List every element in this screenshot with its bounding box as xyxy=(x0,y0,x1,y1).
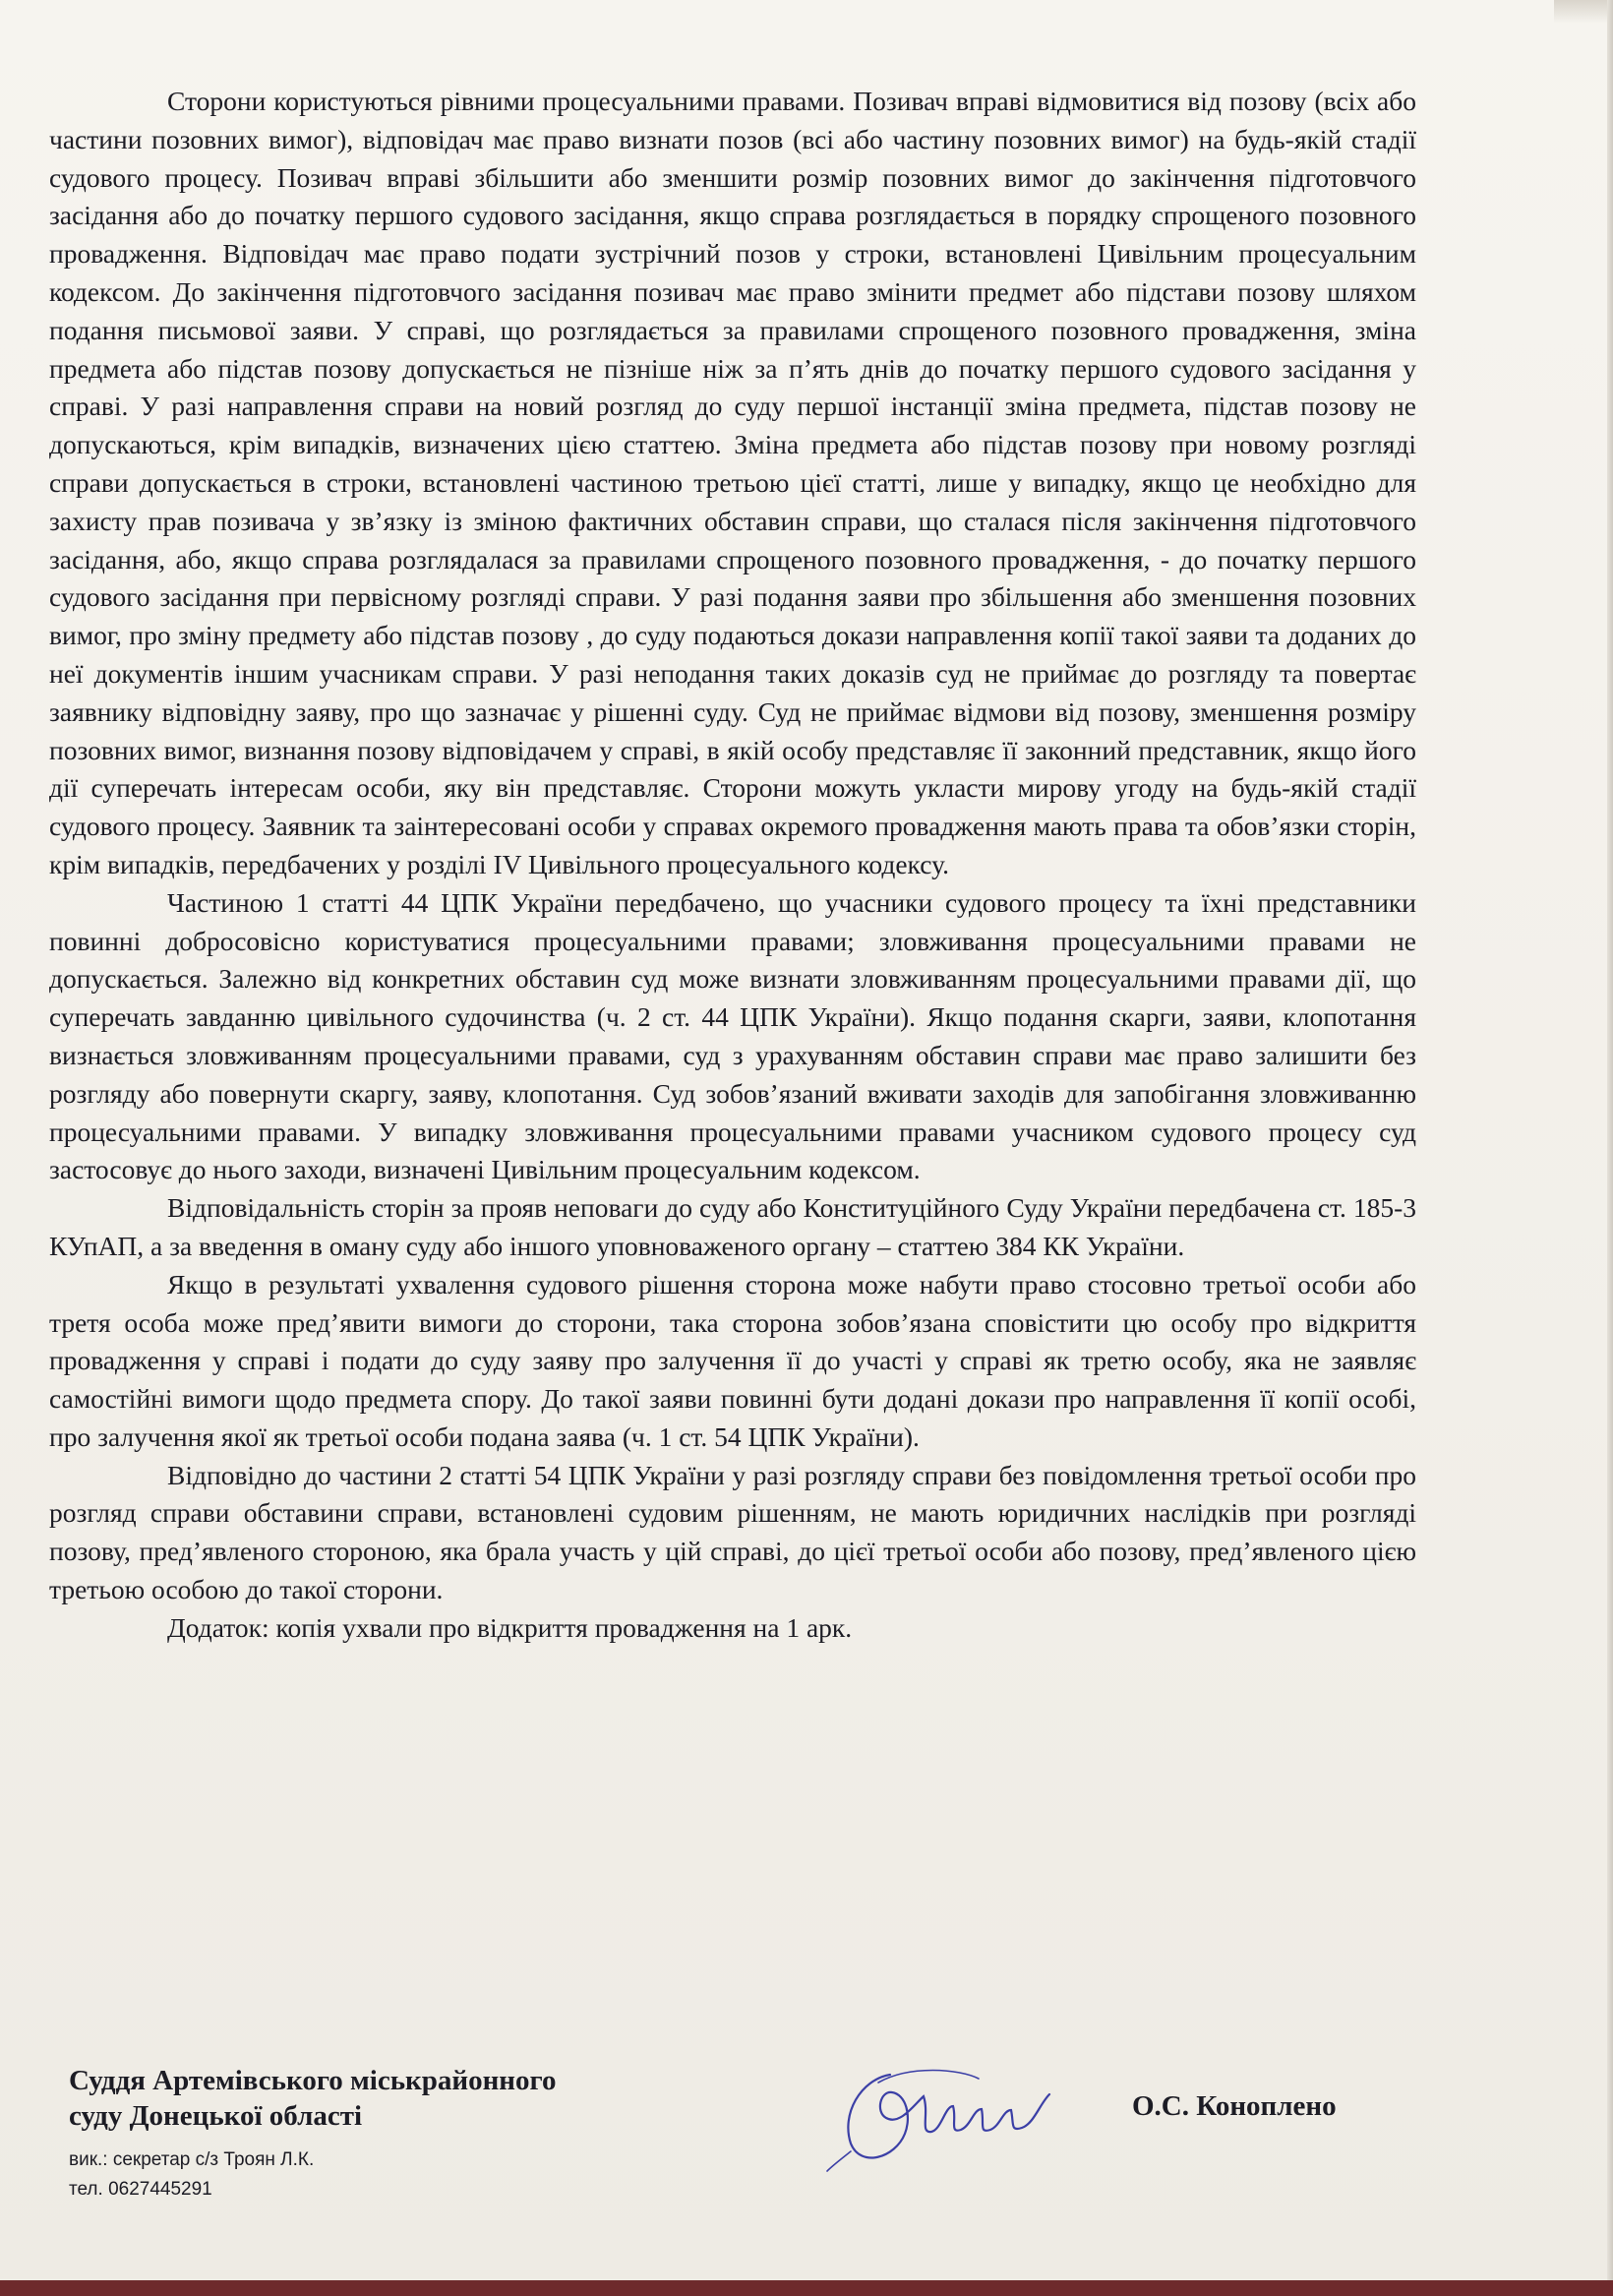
phone-line: тел. 0627445291 xyxy=(69,2179,212,2200)
paragraph-procedural-rights: Сторони користуються рівними процесуальними правами. Позивач вправі відмовитися від позову (всіх або частини позовних вимог), відповідач має право визнати позов (всі або частину позовних вимог) на будь-якій стадії судового процесу. Позивач вправі збільшити або зменшити розмір позовних вимог до закінчення підготовчого засідання або до початку першого судового засідання, якщо справа розглядається в порядку спрощеного позовного провадження. Відповідач має право подати зустрічний позов у строки, встановлені Цивільним процесуальним кодексом. До закінчення підготовчого засідання позивач має право змінити предмет або підстави позову шляхом подання письмової заяви. У справі, що розглядається за правилами спрощеного позовного провадження, зміна предмета або підстав позову допускається не пізніше ніж за п’ять днів до початку першого судового засідання у справі. У разі направлення справи на новий розгляд до суду першої інстанції зміна предмета, підстав позову не допускаються, крім випадків, визначених цією статтею. Зміна предмета або підстав позову при новому розгляді справи допускається в строки, встановлені частиною третьою цієї статті, лише у випадку, якщо це необхідно для захисту прав позивача у зв’язку із зміною фактичних обставин справи, що сталася після закінчення підготовчого засідання, або, якщо справа розглядалася за правилами спрощеного позовного провадження, - до початку першого судового засідання при первісному розгляді справи. У разі подання заяви про збільшення або зменшення позовних вимог, про зміну предмету або підстав позову , до суду подаються докази направлення копії такої заяви та доданих до неї документів іншим учасникам справи. У разі неподання таких доказів суд не приймає до розгляду та повертає заявнику відповідну заяву, про що зазначає у рішенні суду. Суд не приймає відмови від позову, зменшення розміру позовних вимог, визнання позову відповідачем у справі, в якій особу представляє її законний представник, якщо його дії суперечать інтересам особи, яку він представляє. Сторони можуть укласти мирову угоду на будь-якій стадії судового процесу. Заявник та заінтересовані особи у справах окремого провадження мають права та обов’язки сторін, крім випадків, передбачених у розділі IV Цивільного процесуального кодексу. xyxy=(49,86,1416,879)
paragraph-attachment: Додаток: копія ухвали про відкриття провадження на 1 арк. xyxy=(167,1611,853,1643)
judge-title xyxy=(69,2063,556,2134)
paragraph-third-party: Якщо в результаті ухвалення судового рішення сторона може набути право стосовно третьої особи або третя особа може пред’явити вимоги до сторони, така сторона зобов’язана сповістити цю особу про відкриття провадження у справі і подати до суду заяву про залучення її до участі у справі як третю особу, яка не заявляє самостійні вимоги щодо предмета спору. До такої заяви повинні бути додані докази про направлення її копії особі, про залучення якої як третьої особи подана заява (ч. 1 ст. 54 ЦПК України). xyxy=(49,1268,1416,1452)
paragraph-abuse-of-rights: Частиною 1 статті 44 ЦПК України передбачено, що учасники судового процесу та їхні представники повинні добросовісно користуватися процесуальними правами; зловживання процесуальними правами не допускається. Залежно від конкретних обставин суд може визнати зловживанням процесуальними правами дії, що суперечать завданню цивільного судочинства (ч. 2 ст. 44 ЦПК України). Якщо подання скарги, заяви, клопотання визнається зловживанням процесуальними правами, суд з урахуванням обставин справи має право залишити без розгляду або повернути скаргу, заяву, клопотання. Суд зобов’язаний вживати заходів для запобігання зловживанню процесуальними правами. У випадку зловживання процесуальними правами учасником судового процесу суд застосовує до нього заходи, визначені Цивільним процесуальним кодексом. xyxy=(49,886,1416,1185)
page-fold-shadow xyxy=(1554,0,1613,24)
page-right-edge xyxy=(1607,0,1613,2280)
signature-block xyxy=(69,2063,1446,2210)
paragraph-third-party-consequences: Відповідно до частини 2 статті 54 ЦПК України у разі розгляду справи без повідомлення третьої особи про розгляд справи обставини справи, встановлені судовим рішенням, не мають юридичних наслідків при розгляді позову, пред’явленого стороною, яка брала участь у цій справі, до цієї третьої особи або позову, пред’явленого цією третьою особою до такої сторони. xyxy=(49,1459,1416,1605)
document-body xyxy=(49,83,1416,1648)
scan-bottom-border xyxy=(0,2280,1613,2296)
handwritten-signature xyxy=(821,2055,1116,2173)
judge-name: О.С. Коноплено xyxy=(1132,2090,1337,2122)
executor-line: вик.: секретар с/з Троян Л.К. xyxy=(69,2149,315,2170)
judge-title-line-1: Суддя Артемівського міськрайонного xyxy=(69,2065,557,2096)
paragraph-liability: Відповідальність сторін за прояв неповаги до суду або Конституційного Суду України передбачена ст. 185-3 КУпАП, а за введення в оману суду або іншого уповноваженого органу – статтею 384 КК України. xyxy=(49,1192,1416,1261)
executor-info xyxy=(69,2145,314,2205)
judge-title-line-2: суду Донецької області xyxy=(69,2100,363,2132)
